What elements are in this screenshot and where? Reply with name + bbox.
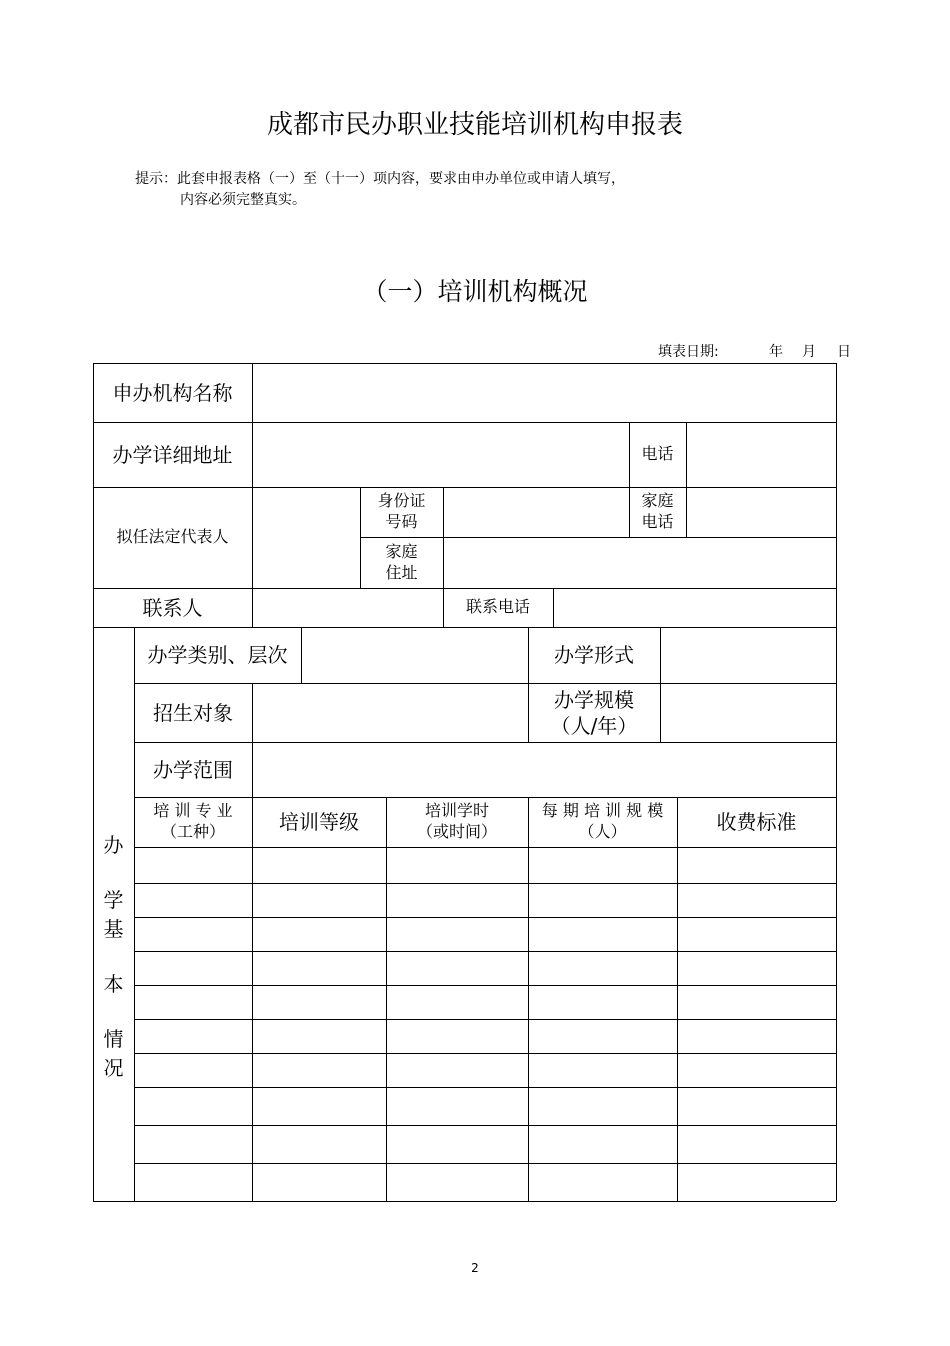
scope-field[interactable] [253, 742, 836, 797]
side-label-char: 学 [103, 888, 124, 912]
contact-phone-field[interactable] [554, 588, 836, 627]
label-home-phone [629, 487, 686, 537]
label-contact-phone: 联系电话 [465, 597, 530, 617]
rule [677, 797, 678, 1201]
rule [134, 985, 836, 986]
col-size-line1: 每 期 培 训 规 模 [541, 801, 664, 821]
label-scale-line2: （人/年） [550, 713, 638, 738]
col-major [134, 797, 252, 847]
side-label-char: 本 [103, 972, 124, 996]
label-home-address-line2: 住址 [385, 562, 418, 582]
label-enroll-target: 招生对象 [153, 700, 233, 725]
rule [134, 1087, 836, 1088]
label-home-address-line1: 家庭 [385, 541, 418, 561]
label-home-phone-line2: 电话 [641, 512, 674, 531]
date-year: 年 [769, 344, 783, 360]
side-label-char: 基 [103, 917, 124, 941]
enroll-target-field[interactable] [253, 683, 528, 742]
form-type-field[interactable] [661, 627, 836, 683]
col-level: 培训等级 [279, 810, 359, 834]
label-phone: 电话 [641, 444, 674, 464]
rule [252, 797, 253, 1201]
date-month: 月 [802, 344, 816, 360]
date-label: 填表日期: [658, 344, 719, 360]
application-form [93, 363, 836, 1201]
rule [134, 1125, 836, 1126]
label-contact: 联系人 [142, 595, 203, 620]
rule [134, 1053, 836, 1054]
legal-rep-field[interactable] [253, 487, 360, 588]
col-major-line1: 培 训 专 业 [153, 801, 233, 821]
label-scale [528, 683, 660, 742]
col-hours-line2: （或时间） [416, 822, 497, 841]
label-id-number [360, 487, 443, 537]
side-label-char: 办 [103, 833, 124, 857]
contact-field[interactable] [253, 588, 443, 627]
category-field[interactable] [302, 627, 528, 683]
col-size-line2: （人） [578, 822, 627, 841]
rule [134, 1163, 836, 1164]
rule [134, 917, 836, 918]
rule [134, 883, 836, 884]
hint-line-1: 提示：此套申报表格（一）至（十一）项内容，要求由申办单位或申请人填写， [135, 171, 625, 187]
hint-line-2: 内容必须完整真实。 [180, 192, 306, 208]
id-number-field[interactable] [444, 487, 629, 537]
page-number: 2 [471, 1261, 479, 1275]
date-day: 日 [837, 344, 851, 360]
col-hours-line1: 培训学时 [424, 801, 489, 821]
label-scale-line1: 办学规模 [554, 687, 634, 712]
col-hours [386, 797, 528, 847]
address-field[interactable] [253, 422, 629, 487]
label-legal-rep: 拟任法定代表人 [116, 527, 229, 547]
label-id-number-line2: 号码 [385, 512, 418, 531]
label-scope: 办学范围 [153, 757, 233, 782]
scale-field[interactable] [661, 683, 836, 742]
label-address: 办学详细地址 [112, 442, 233, 467]
label-id-number-line1: 身份证 [377, 491, 426, 511]
border-bottom [93, 1201, 836, 1202]
rule [386, 797, 387, 1201]
phone-field[interactable] [687, 422, 836, 487]
label-home-address [360, 537, 443, 588]
col-size [528, 797, 677, 847]
rule [528, 797, 529, 1201]
label-org-name: 申办机构名称 [112, 380, 233, 405]
rule [134, 847, 836, 848]
document-title: 成都市民办职业技能培训机构申报表 [266, 110, 683, 140]
border-right [836, 363, 837, 1201]
col-major-line2: （工种） [160, 822, 225, 841]
section-title: （一）培训机构概况 [362, 277, 588, 306]
label-form-type: 办学形式 [554, 643, 634, 667]
org-name-field[interactable] [253, 363, 836, 422]
rule [134, 951, 836, 952]
home-address-field[interactable] [444, 537, 836, 588]
col-fee: 收费标准 [716, 810, 797, 834]
label-category: 办学类别、层次 [147, 643, 288, 667]
rule [134, 1019, 836, 1020]
side-label-char: 况 [103, 1056, 124, 1080]
label-home-phone-line1: 家庭 [641, 491, 674, 511]
side-label-char: 情 [103, 1027, 124, 1051]
home-phone-field[interactable] [687, 487, 836, 537]
